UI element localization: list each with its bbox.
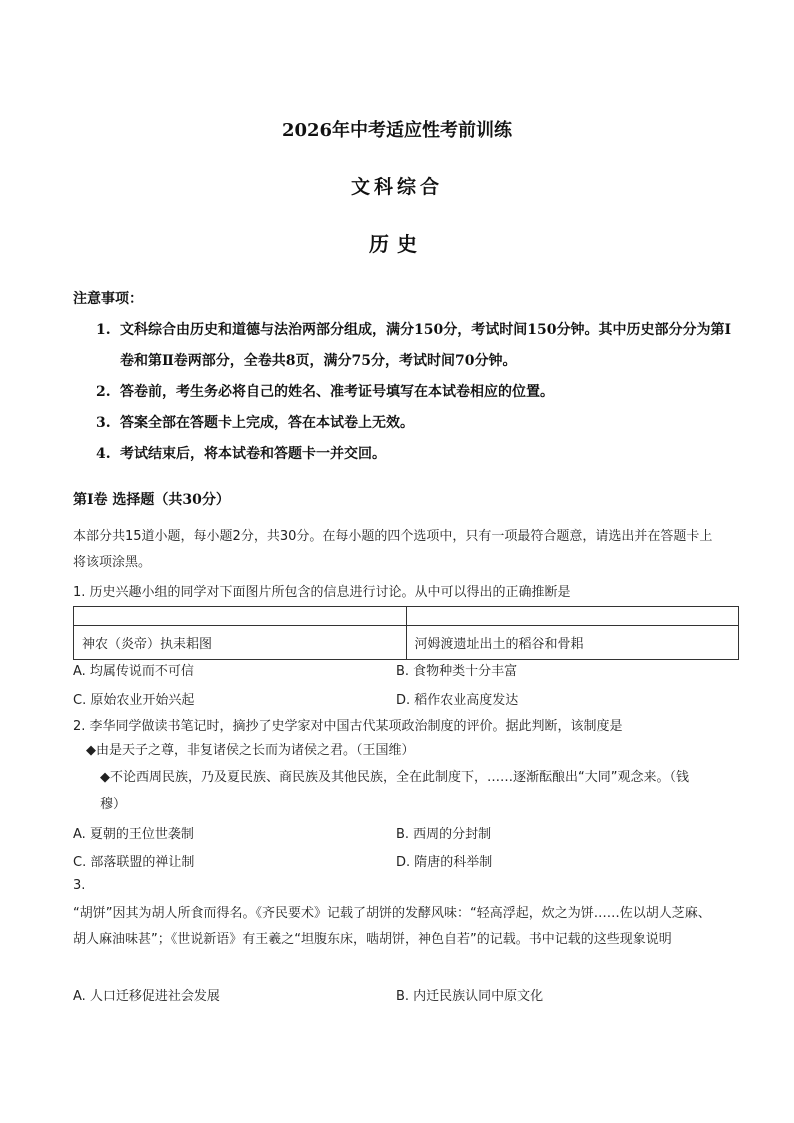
image-caption-right: 河姆渡遗址出土的稻谷和骨耜 bbox=[406, 626, 739, 660]
notice-item-number: 2. bbox=[96, 384, 111, 400]
question-2-quote-2: ◆不论西周民族，乃及夏民族、商民族及其他民族，全在此制度下，……逐渐酝酿出“大同”观念来。（钱穆） bbox=[100, 770, 689, 812]
notice-item-text: 答案全部在答题卡上完成，答在本试卷上无效。 bbox=[120, 415, 414, 431]
question-1-option-b: B. 食物种类十分丰富 bbox=[396, 664, 518, 679]
question-3-number: 3. bbox=[73, 878, 86, 893]
notice-item bbox=[96, 408, 736, 439]
question-3-option-a: A. 人口迁移促进社会发展 bbox=[73, 989, 220, 1004]
image-caption-left: 神农（炎帝）执耒耜图 bbox=[74, 626, 407, 660]
section-intro: 本部分共15道小题，每小题2分，共30分。在每小题的四个选项中，只有一项最符合题意，请选出并在答题卡上将该项涂黑。 bbox=[73, 529, 713, 570]
exam-subject: 历史 bbox=[369, 232, 425, 256]
question-2-quote-1: ◆由是天子之尊，非复诸侯之长而为诸侯之君。（王国维） bbox=[86, 743, 415, 758]
exam-title: 2026年中考适应性考前训练 bbox=[281, 120, 513, 141]
image-cell-left bbox=[74, 607, 407, 626]
notice-item bbox=[96, 439, 736, 470]
notice-item-number: 3. bbox=[96, 415, 111, 431]
notice-heading: 注意事项： bbox=[73, 291, 143, 307]
question-2-stem: 2. 李华同学做读书笔记时，摘抄了史学家对中国古代某项政治制度的评价。据此判断，该制度是 bbox=[73, 719, 623, 734]
image-cell-right bbox=[406, 607, 739, 626]
notice-item bbox=[96, 377, 736, 408]
question-2-option-c: C. 部落联盟的禅让制 bbox=[73, 855, 195, 870]
section-heading: 第Ⅰ卷 选择题（共30分） bbox=[73, 492, 230, 508]
question-2-option-a: A. 夏朝的王位世袭制 bbox=[73, 827, 194, 842]
notice-item bbox=[96, 315, 736, 377]
exam-subtitle: 文科综合 bbox=[350, 176, 443, 198]
question-1-option-d: D. 稻作农业高度发达 bbox=[396, 693, 519, 708]
question-3-stem: “胡饼”因其为胡人所食而得名。《齐民要术》记载了胡饼的发酵风味：“轻高浮起，炊之为饼……佐以胡人芝麻、胡人麻油味甚”；《世说新语》有王羲之“坦腹东床，啮胡饼，神色自若”的记载。书中记载的这些现象说明 bbox=[73, 906, 711, 947]
notice-item-number: 4. bbox=[96, 446, 111, 462]
question-3-option-b: B. 内迁民族认同中原文化 bbox=[396, 989, 544, 1004]
notice-item-text: 答卷前，考生务必将自己的姓名、准考证号填写在本试卷相应的位置。 bbox=[120, 384, 554, 400]
question-1-stem: 1. 历史兴趣小组的同学对下面图片所包含的信息进行讨论。从中可以得出的正确推断是 bbox=[73, 585, 571, 600]
question-1-option-c: C. 原始农业开始兴起 bbox=[73, 693, 195, 708]
question-1-option-a: A. 均属传说而不可信 bbox=[73, 664, 194, 679]
notice-item-text: 考试结束后，将本试卷和答题卡一并交回。 bbox=[120, 446, 386, 462]
question-2-option-b: B. 西周的分封制 bbox=[396, 827, 492, 842]
notice-item-text: 文科综合由历史和道德与法治两部分组成，满分150分，考试时间150分钟。其中历史部分分为第Ⅰ卷和第Ⅱ卷两部分，全卷共8页，满分75分，考试时间70分钟。 bbox=[120, 322, 731, 369]
question-1-image-table bbox=[73, 606, 739, 660]
question-2-option-d: D. 隋唐的科举制 bbox=[396, 855, 493, 870]
notice-item-number: 1. bbox=[96, 322, 111, 338]
